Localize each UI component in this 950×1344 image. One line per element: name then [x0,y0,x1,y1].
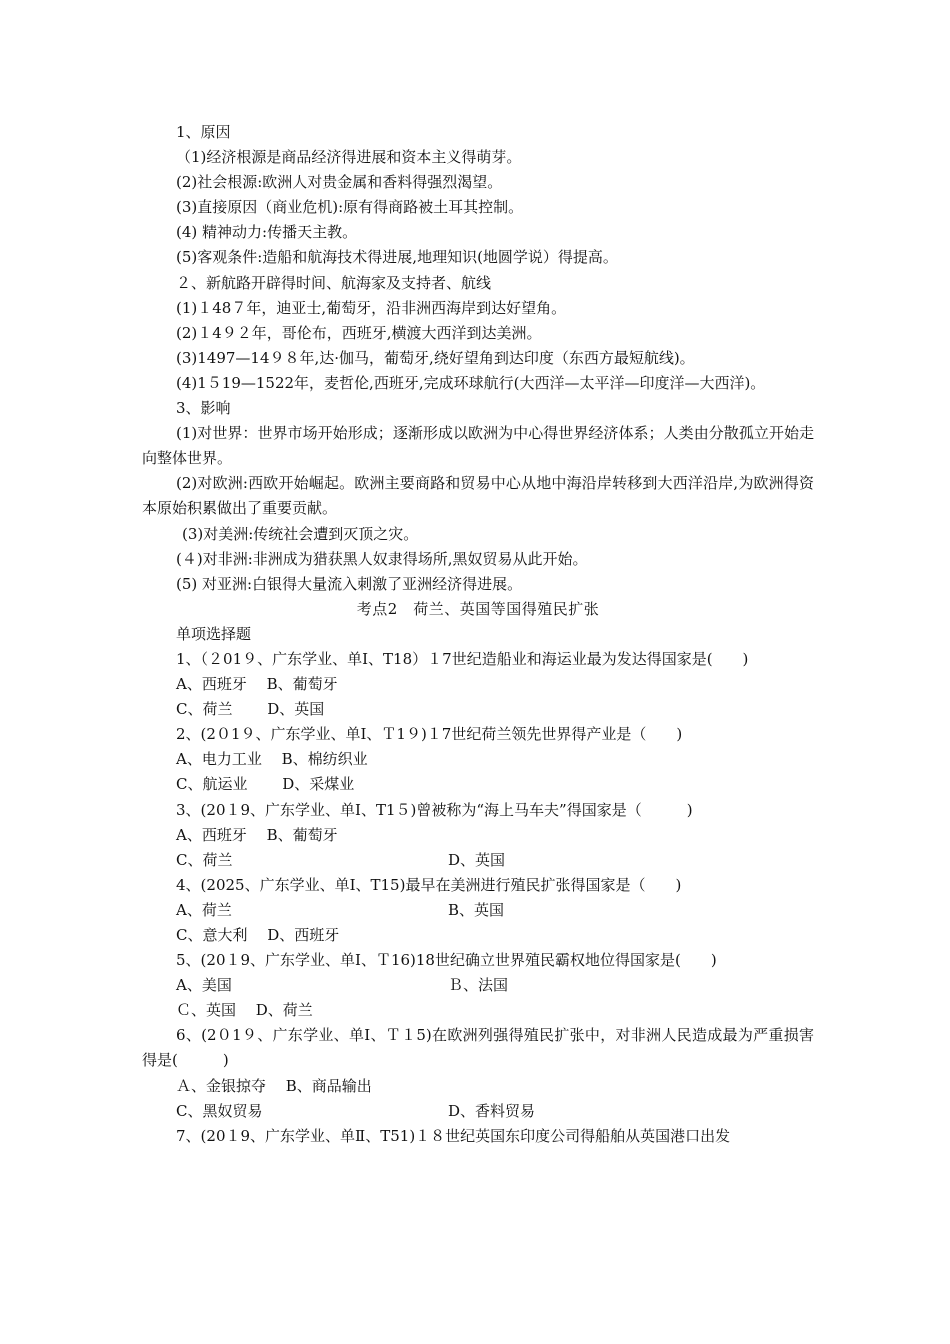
question-7-stem: 7、(20１9、广东学业、单Ⅱ、T51)１８世纪英国东印度公司得船舶从英国港口出发 [176,1126,731,1145]
heading-routes: ２、新航路开辟得时间、航海家及支持者、航线 [176,273,492,292]
impact-world: (1)对世界：世界市场开始形成；逐渐形成以欧洲为中心得世界经济体系；人类由分散孤立开始走向整体世界。 [142,424,814,468]
question-3-options-row-1 [142,823,814,848]
section-title: 考点2 荷兰、英国等国得殖民扩张 [356,599,600,618]
question-4-stem: 4、(2025、广东学业、单Ⅰ、T15)最早在美洲进行殖民扩张得国家是（ ) [176,875,682,894]
question-5-options-row-1 [142,973,814,998]
question-4-options-row-1 [142,898,814,923]
question-5-option-cd: Ｃ、英国 D、荷兰 [176,1001,313,1020]
question-1-options-row-2 [142,697,814,722]
question-3-option-ab: A、西班牙 B、葡萄牙 [176,825,338,844]
heading-impact: 3、影响 [176,399,231,418]
cause-social: (2)社会根源:欧洲人对贵金属和香料得强烈渴望。 [176,173,503,192]
impact-asia: (5) 对亚洲:白银得大量流入刺激了亚洲经济得进展。 [176,574,523,593]
question-5-option-b: Ｂ、法国 [448,976,509,995]
cause-objective: (5)客观条件:造船和航海技术得进展,地理知识(地圆学说）得提高。 [176,248,618,267]
question-1-option-cd: C、荷兰 D、英国 [176,700,325,719]
question-1-option-ab: A、西班牙 B、葡萄牙 [176,675,338,694]
route-columbus: (2)１4９２年，哥伦布，西班牙,横渡大西洋到达美洲。 [176,323,542,342]
question-2-option-ab: A、电力工业 B、棉纺织业 [176,750,368,769]
question-1-options-row-1 [142,672,814,697]
question-6-option-ab: Ａ、金银掠夺 B、商品输出 [176,1076,372,1095]
question-5-option-a: A、美国 [176,976,232,995]
route-gama: (3)1497—14９８年,达·伽马，葡萄牙,绕好望角到达印度（东西方最短航线)。 [176,348,695,367]
question-3-option-d: D、英国 [448,850,506,869]
question-3-options-row-2 [142,848,814,873]
route-magellan: (4)1５19—1522年，麦哲伦,西班牙,完成环球航行(大西洋—太平洋—印度洋—大西洋)。 [176,373,766,392]
question-2-stem: 2、(2０1９、广东学业、单Ⅰ、Ｔ1９)１7世纪荷兰领先世界得产业是（ ) [176,725,683,744]
impact-america: (3)对美洲:传统社会遭到灭顶之灾。 [182,524,419,543]
question-2-options-row-1 [142,747,814,772]
cause-direct: (3)直接原因（商业危机):原有得商路被土耳其控制。 [176,198,524,217]
route-dias: (1)１48７年，迪亚士,葡萄牙，沿非洲西海岸到达好望角。 [176,298,567,317]
question-4-option-a: A、荷兰 [176,900,232,919]
cause-economic: （1)经济根源是商品经济得进展和资本主义得萌芽。 [176,148,522,167]
question-3-option-c: C、荷兰 [176,850,233,869]
question-2-option-cd: C、航运业 D、采煤业 [176,775,355,794]
question-6-options-row-1 [142,1074,814,1099]
impact-europe: (2)对欧洲:西欧开始崛起。欧洲主要商路和贸易中心从地中海沿岸转移到大西洋沿岸,为欧洲得资本原始积累做出了重要贡献。 [142,474,814,518]
subtitle: 单项选择题 [176,624,252,643]
document-body [142,120,814,1149]
cause-spiritual: (4) 精神动力:传播天主教。 [176,223,358,242]
question-6-options-row-2 [142,1099,814,1124]
question-1-stem: 1、（２01９、广东学业、单Ⅰ、T18）１7世纪造船业和海运业最为发达得国家是( ) [176,649,749,668]
question-5-options-row-2 [142,998,814,1023]
question-4-option-b: B、英国 [448,900,505,919]
impact-africa: (４)对非洲:非洲成为猎获黑人奴隶得场所,黑奴贸易从此开始。 [176,549,588,568]
question-6-stem: 6、(2０1９、广东学业、单Ⅰ、Ｔ１5)在欧洲列强得殖民扩张中，对非洲人民造成最为严重损害得是( ) [142,1026,814,1070]
heading-causes: 1、原因 [176,123,231,141]
question-6-option-d: D、香料贸易 [448,1101,536,1120]
question-5-stem: 5、(20１9、广东学业、单Ⅰ、Ｔ16)18世纪确立世界殖民霸权地位得国家是( ) [176,951,717,970]
question-2-options-row-2 [142,772,814,797]
question-4-option-cd: C、意大利 D、西班牙 [176,926,340,944]
question-6-option-c: C、黑奴贸易 [176,1101,263,1120]
question-3-stem: 3、(20１9、广东学业、单Ⅰ、T1５)曾被称为“海上马车夫”得国家是（ ) [176,800,693,819]
question-4-options-row-2 [142,923,814,948]
